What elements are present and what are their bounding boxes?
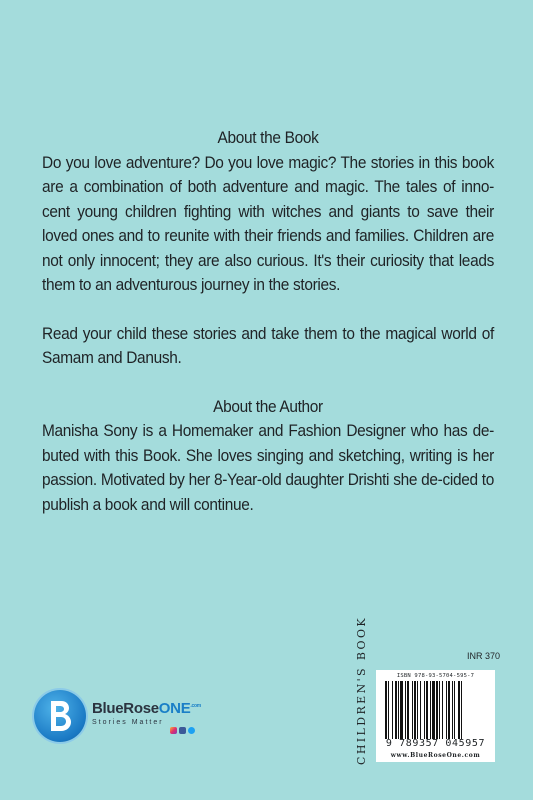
publisher-website: www.BlueRoseOne.com bbox=[390, 752, 481, 759]
barcode-bar bbox=[424, 681, 425, 739]
barcode-bar bbox=[398, 681, 399, 739]
about-author-paragraph: Manisha Sony is a Homemaker and Fashion Designer who has de-buted with this Book. She loves singing and sketching, writing is her passion. Motivated by her 8-Year-old daughter Drishti she de-cided to publish a book and will continue. bbox=[42, 421, 494, 514]
isbn-number: 9 789357 045957 bbox=[385, 738, 486, 749]
facebook-icon bbox=[179, 727, 186, 734]
barcode-bar bbox=[414, 681, 416, 739]
isbn-label: ISBN 978-93-5704-595-7 bbox=[396, 673, 475, 679]
publisher-logo bbox=[34, 690, 234, 750]
barcode-bar bbox=[432, 681, 435, 739]
category-label: CHILDREN'S BOOK bbox=[355, 615, 368, 765]
about-book-paragraph: Do you love adventure? Do you love magic? The stories in this book are a combination of both adventure and magic. The tales of inno-cent young children fighting with witches and giants to save their loved ones and to reunite with their friends and families. Children are not only innocent; they are also curious. It's their curiosity that leads them to an adventurous journey in the stories. bbox=[42, 152, 494, 294]
barcode-bar bbox=[454, 681, 455, 739]
instagram-icon bbox=[170, 727, 177, 734]
back-cover-blurb bbox=[42, 126, 494, 517]
about-book-paragraph-2: Read your child these stories and take them to the magical world of Samam and Danush. bbox=[42, 323, 494, 367]
barcode-bar bbox=[430, 681, 431, 739]
about-book-heading: About the Book bbox=[217, 128, 319, 147]
barcode-bar bbox=[388, 681, 389, 739]
barcode-bar bbox=[385, 681, 387, 739]
barcode-bar bbox=[458, 681, 460, 739]
barcode-bar bbox=[412, 681, 413, 739]
barcode-bar bbox=[439, 681, 440, 739]
barcode-bar bbox=[448, 681, 450, 739]
barcode-bars bbox=[385, 681, 486, 739]
barcode-bar bbox=[392, 681, 393, 739]
publisher-tagline: Stories Matter bbox=[92, 719, 164, 726]
barcode-bar bbox=[452, 681, 453, 739]
letter-b-icon bbox=[34, 690, 86, 742]
barcode-bar bbox=[400, 681, 403, 739]
about-author-heading: About the Author bbox=[213, 396, 323, 416]
barcode-bar bbox=[405, 681, 406, 739]
social-icons bbox=[170, 727, 195, 734]
barcode-bar bbox=[442, 681, 443, 739]
barcode-bar bbox=[420, 681, 421, 739]
barcode-bar bbox=[436, 681, 438, 739]
barcode-bar bbox=[446, 681, 447, 739]
price-label: INR 370 bbox=[467, 651, 501, 661]
barcode-bar bbox=[407, 681, 409, 739]
barcode-bar bbox=[461, 681, 462, 739]
isbn-barcode bbox=[376, 670, 495, 762]
publisher-name: BlueRoseONE$^{.com}$ bbox=[92, 700, 201, 717]
barcode-bar bbox=[417, 681, 418, 739]
barcode-bar bbox=[426, 681, 428, 739]
twitter-icon bbox=[188, 727, 195, 734]
barcode-bar bbox=[395, 681, 397, 739]
